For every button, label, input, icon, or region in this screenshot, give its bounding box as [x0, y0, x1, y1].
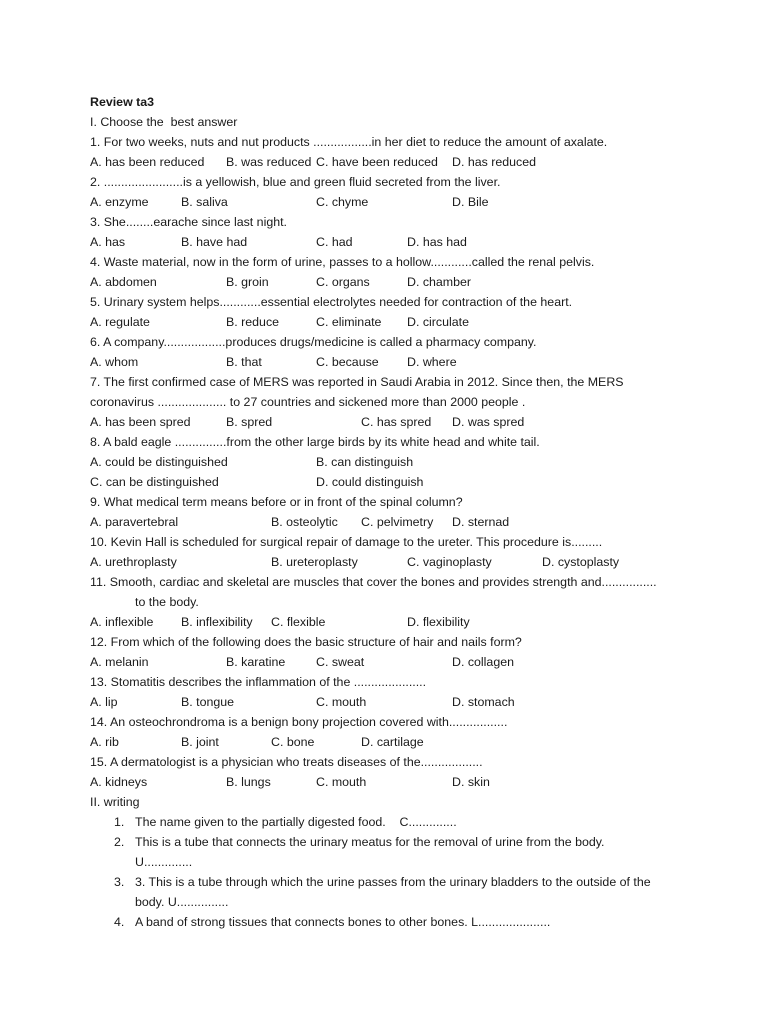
question-1-options — [90, 152, 750, 172]
list-number: 2. — [114, 835, 125, 849]
list-number: 3. — [114, 875, 125, 889]
option-d: D. flexibility — [407, 615, 470, 629]
question-11: 11. Smooth, cardiac and skeletal are muscles that cover the bones and provides strength and................ — [90, 575, 657, 589]
writing-item-text: This is a tube that connects the urinary meatus for the removal of urine from the body. — [135, 835, 605, 849]
question-15: 15. A dermatologist is a physician who treats diseases of the.................. — [90, 755, 483, 769]
question-3: 3. She........earache since last night. — [90, 215, 287, 229]
option-b: B. groin — [226, 275, 269, 289]
option-b: B. lungs — [226, 775, 271, 789]
option-d: D. could distinguish — [316, 475, 424, 489]
option-c: C. sweat — [316, 655, 365, 669]
document-page — [90, 92, 750, 932]
question-6: 6. A company..................produces drugs/medicine is called a pharmacy company. — [90, 335, 537, 349]
option-c: C. had — [316, 235, 353, 249]
writing-item-text: The name given to the partially digested food. C.............. — [135, 815, 457, 829]
writing-item-text: U.............. — [135, 855, 193, 869]
option-a: A. abdomen — [90, 275, 157, 289]
option-c: C. because — [316, 355, 379, 369]
question-13: 13. Stomatitis describes the inflammation of the ..................... — [90, 675, 427, 689]
option-a: A. urethroplasty — [90, 555, 177, 569]
option-d: D. Bile — [452, 195, 489, 209]
section-heading-writing: II. writing — [90, 795, 140, 809]
question-5: 5. Urinary system helps............essential electrolytes needed for contraction of the heart. — [90, 295, 573, 309]
option-b: B. karatine — [226, 655, 286, 669]
option-c: C. organs — [316, 275, 370, 289]
option-a: A. rib — [90, 735, 119, 749]
writing-item-3-continued — [90, 892, 750, 912]
question-3-options — [90, 232, 750, 252]
question-8: 8. A bald eagle ...............from the other large birds by its white head and white tail. — [90, 435, 540, 449]
option-b: B. osteolytic — [271, 515, 338, 529]
section-heading-choose: I. Choose the best answer — [90, 115, 238, 129]
question-8-options-row2 — [90, 472, 750, 492]
writing-item-text: body. U............... — [135, 895, 229, 909]
question-11-continued: to the body. — [135, 595, 199, 609]
question-4: 4. Waste material, now in the form of urine, passes to a hollow............called the renal pelvis. — [90, 255, 595, 269]
option-a: A. has — [90, 235, 126, 249]
option-c: C. pelvimetry — [361, 515, 434, 529]
option-b: B. ureteroplasty — [271, 555, 358, 569]
option-c: C. mouth — [316, 775, 367, 789]
option-c: C. chyme — [316, 195, 369, 209]
writing-item-4 — [90, 912, 750, 932]
option-b: B. inflexibility — [181, 615, 253, 629]
question-2-options — [90, 192, 750, 212]
question-1: 1. For two weeks, nuts and nut products .................in her diet to reduce the amount of axalate. — [90, 135, 608, 149]
option-a: A. has been reduced — [90, 155, 205, 169]
writing-item-2-continued — [90, 852, 750, 872]
question-10: 10. Kevin Hall is scheduled for surgical repair of damage to the ureter. This procedure is......... — [90, 535, 603, 549]
question-12-options — [90, 652, 750, 672]
option-c: C. has spred — [361, 415, 432, 429]
question-9: 9. What medical term means before or in front of the spinal column? — [90, 495, 463, 509]
question-7-continued: coronavirus .................... to 27 countries and sickened more than 2000 people . — [90, 395, 526, 409]
list-number: 4. — [114, 915, 125, 929]
option-d: D. skin — [452, 775, 490, 789]
option-d: D. cystoplasty — [542, 555, 620, 569]
question-9-options — [90, 512, 750, 532]
option-a: A. whom — [90, 355, 139, 369]
question-8-options-row1 — [90, 452, 750, 472]
question-7-options — [90, 412, 750, 432]
question-2: 2. .......................is a yellowish, blue and green fluid secreted from the liver. — [90, 175, 501, 189]
option-d: D. collagen — [452, 655, 514, 669]
question-13-options — [90, 692, 750, 712]
question-14: 14. An osteochrondroma is a benign bony projection covered with................. — [90, 715, 508, 729]
writing-item-2 — [90, 832, 750, 852]
list-number: 1. — [114, 815, 125, 829]
option-a: A. inflexible — [90, 615, 154, 629]
writing-item-3 — [90, 872, 750, 892]
writing-item-text: A band of strong tissues that connects bones to other bones. L..................... — [135, 915, 551, 929]
option-c: C. bone — [271, 735, 315, 749]
question-15-options — [90, 772, 750, 792]
option-d: D. sternad — [452, 515, 510, 529]
option-d: D. where — [407, 355, 457, 369]
option-b: B. was reduced — [226, 155, 312, 169]
option-d: D. chamber — [407, 275, 472, 289]
option-b: B. spred — [226, 415, 273, 429]
option-a: A. lip — [90, 695, 118, 709]
option-b: B. tongue — [181, 695, 235, 709]
option-a: A. melanin — [90, 655, 149, 669]
option-d: D. was spred — [452, 415, 525, 429]
option-c: C. can be distinguished — [90, 475, 219, 489]
option-c: C. have been reduced — [316, 155, 438, 169]
option-a: A. enzyme — [90, 195, 149, 209]
option-d: D. has reduced — [452, 155, 537, 169]
option-a: A. paravertebral — [90, 515, 179, 529]
question-14-options — [90, 732, 750, 752]
option-b: B. saliva — [181, 195, 228, 209]
option-b: B. reduce — [226, 315, 280, 329]
question-4-options — [90, 272, 750, 292]
option-c: C. flexible — [271, 615, 326, 629]
option-d: D. has had — [407, 235, 467, 249]
option-b: B. can distinguish — [316, 455, 414, 469]
question-12: 12. From which of the following does the basic structure of hair and nails form? — [90, 635, 522, 649]
option-b: B. joint — [181, 735, 219, 749]
option-a: A. could be distinguished — [90, 455, 228, 469]
option-b: B. have had — [181, 235, 248, 249]
option-c: C. mouth — [316, 695, 367, 709]
option-a: A. has been spred — [90, 415, 191, 429]
option-d: D. stomach — [452, 695, 515, 709]
option-d: D. circulate — [407, 315, 469, 329]
option-d: D. cartilage — [361, 735, 424, 749]
writing-item-1 — [90, 812, 750, 832]
writing-item-text: 3. This is a tube through which the urine passes from the urinary bladders to the outside of the — [135, 875, 651, 889]
option-c: C. eliminate — [316, 315, 382, 329]
option-c: C. vaginoplasty — [407, 555, 492, 569]
option-a: A. regulate — [90, 315, 150, 329]
question-10-options — [90, 552, 750, 572]
option-b: B. that — [226, 355, 262, 369]
question-7: 7. The first confirmed case of MERS was reported in Saudi Arabia in 2012. Since then, the MERS — [90, 375, 624, 389]
question-11-options — [90, 612, 750, 632]
option-a: A. kidneys — [90, 775, 148, 789]
question-6-options — [90, 352, 750, 372]
document-title: Review ta3 — [90, 95, 155, 109]
question-5-options — [90, 312, 750, 332]
